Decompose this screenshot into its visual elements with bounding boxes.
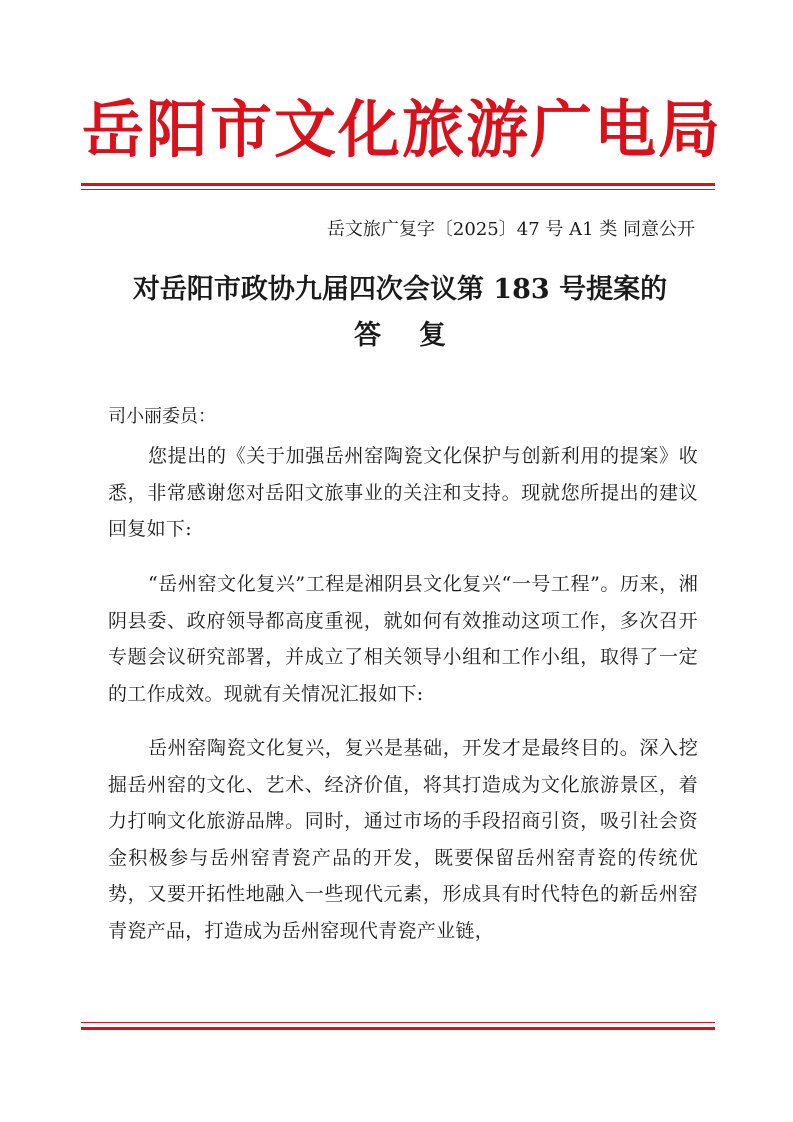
- salutation: 司小丽委员：: [108, 406, 216, 427]
- header-rule-thin: [81, 189, 715, 190]
- footer-rule-thick: [81, 1027, 715, 1030]
- org-header-title: 岳阳市文化旅游广电局: [82, 93, 723, 166]
- document-title-line1: 对岳阳市政协九届四次会议第 183 号提案的: [132, 274, 668, 305]
- body-paragraph: “岳州窑文化复兴”工程是湘阴县文化复兴“一号工程”。历来，湘阴县委、政府领导都高度重视，就如何有效推动这项工作，多次召开专题会议研究部署，并成立了相关领导小组和工作小组，取得了一定的工作成效。现就有关情况汇报如下:: [108, 573, 698, 705]
- body-paragraph: 岳州窑陶瓷文化复兴，复兴是基础，开发才是最终目的。深入挖掘岳州窑的文化、艺术、经济价值，将其打造成为文化旅游景区，着力打响文化旅游品牌。同时，通过市场的手段招商引资，吸引社会资金积极参与岳州窑青瓷产品的开发，既要保留岳州窑青瓷的传统优势，又要开拓性地融入一些现代元素，形成具有时代特色的新岳州窑青瓷产品，打造成为岳州窑现代青瓷产业链，: [108, 737, 698, 942]
- header-rule-thick: [81, 183, 715, 186]
- body-paragraph: 您提出的《关于加强岳州窑陶瓷文化保护与创新利用的提案》收悉，非常感谢您对岳阳文旅事业的关注和支持。现就您所提出的建议回复如下:: [108, 445, 698, 540]
- footer-rule-thin: [81, 1022, 715, 1023]
- document-number: 岳文旅广复字〔2025〕47 号 A1 类 同意公开: [326, 219, 695, 240]
- document-title-line2: 答复: [354, 320, 484, 351]
